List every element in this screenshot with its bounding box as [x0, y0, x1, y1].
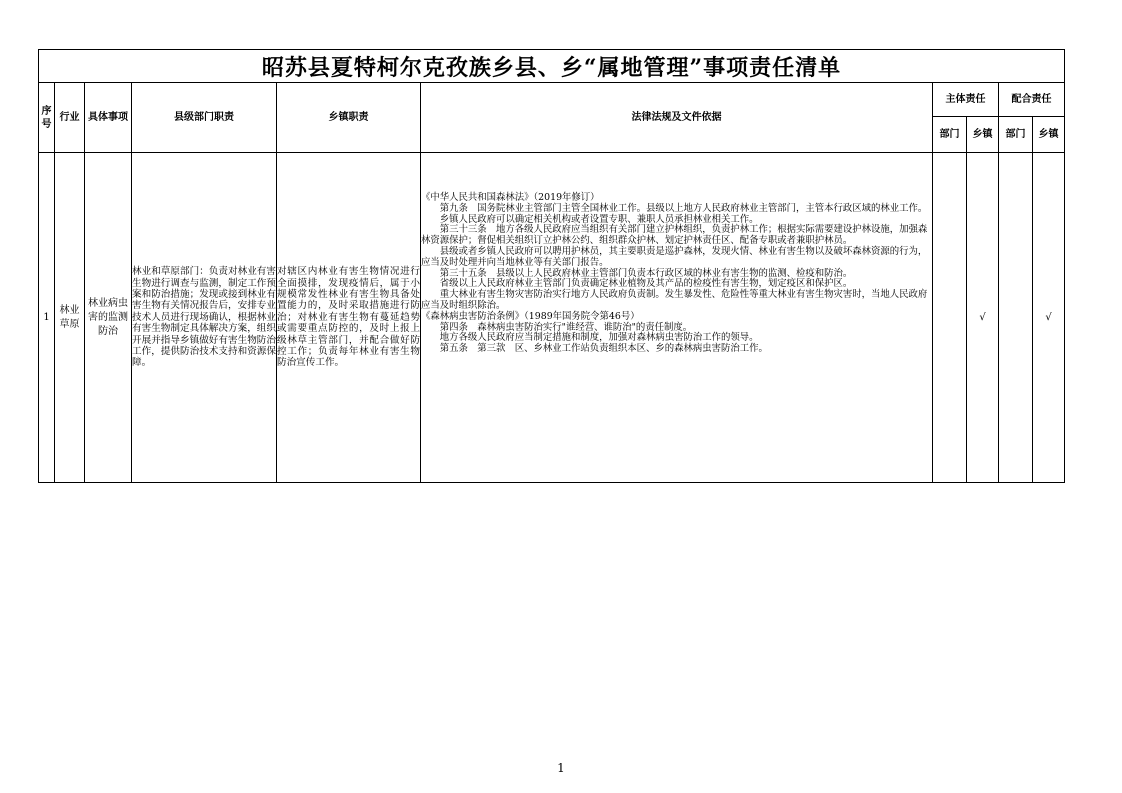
row-seq: 1	[39, 153, 55, 483]
legal-line: 乡镇人民政府可以确定相关机构或者设置专职、兼职人员承担林业相关工作。	[439, 213, 759, 225]
responsibility-table	[38, 49, 1065, 483]
main-dept-check	[933, 153, 967, 483]
main-town-check: √	[967, 153, 999, 483]
header-town-duty: 乡镇职责	[277, 83, 421, 153]
row-town-duty: 对辖区内林业有害生物情况进行全面摸排，发现疫情后，属于小规模常发性林业有害生物具备处置能力的，及时采取措施进行防治；对林业有害生物有蔓延趋势或需要重点防控的，及时上报上级林草主管部门，并配合做好防控工作；负责每年林业有害生物防治宣传工作。	[277, 153, 421, 483]
row-legal-basis	[421, 153, 933, 483]
header-main-responsibility: 主体责任	[933, 83, 999, 117]
legal-line: 第三十五条 县级以上人民政府林业主管部门负责本行政区域的林业有害生物的监测、检疫和防治。	[439, 267, 853, 279]
legal-line: 省级以上人民政府林业主管部门负责确定林业植物及其产品的检疫性有害生物，划定疫区和保护区。	[439, 278, 853, 290]
coop-town-check: √	[1033, 153, 1065, 483]
header-matter: 具体事项	[85, 83, 132, 153]
row-county-duty: 林业和草原部门：负责对林业有害生物进行调查与监测，制定工作预案和防治措施；发现或接到林业有害生物有关情况报告后，安排专业技术人员进行现场确认，根据林业有害生物制定具体解决方案，组织开展并指导乡镇做好有害生物防治工作，提供防治技术支持和资源保障。	[132, 153, 277, 483]
header-seq: 序号	[39, 83, 55, 153]
header-main-town: 乡镇	[967, 117, 999, 153]
table-title: 昭苏县夏特柯尔克孜族乡县、乡“属地管理”事项责任清单	[39, 50, 1065, 83]
row-industry: 林业草原	[55, 153, 85, 483]
header-industry: 行业	[55, 83, 85, 153]
header-county-duty: 县级部门职责	[132, 83, 277, 153]
legal-line: 第四条 森林病虫害防治实行"谁经营、谁防治"的责任制度。	[439, 321, 693, 333]
header-coop-town: 乡镇	[1033, 117, 1065, 153]
legal-line: 《中华人民共和国森林法》（2019年修订）	[421, 192, 600, 203]
legal-line: 第三十三条 地方各级人民政府应当组织有关部门建立护林组织，负责护林工作；根据实际需要建设护林设施，加强森林资源保护；督促相关组织订立护林公约、组织群众护林、划定护林责任区、配备专职或者兼职护林员。	[421, 224, 928, 247]
header-legal-basis: 法律法规及文件依据	[421, 83, 933, 153]
legal-line: 第九条 国务院林业主管部门主管全国林业工作。县级以上地方人民政府林业主管部门，主管本行政区域的林业工作。	[439, 202, 928, 214]
legal-line: 第五条 第三款 区、乡林业工作站负责组织本区、乡的森林病虫害防治工作。	[439, 343, 768, 355]
table-row	[39, 153, 1065, 483]
legal-line: 重大林业有害生物灾害防治实行地方人民政府负责制。发生暴发性、危险性等重大林业有害生物灾害时，当地人民政府应当及时组织除治。	[421, 289, 928, 311]
row-matter: 林业病虫害的监测防治	[85, 153, 132, 483]
header-coop-dept: 部门	[999, 117, 1033, 153]
coop-dept-check	[999, 153, 1033, 483]
legal-line: 县级或者乡镇人民政府可以聘用护林员，其主要职责是巡护森林，发现火情、林业有害生物以及破坏森林资源的行为，应当及时处理并向当地林业等有关部门报告。	[421, 245, 928, 268]
legal-line: 《森林病虫害防治条例》（1989年国务院令第46号）	[421, 310, 640, 322]
legal-line: 地方各级人民政府应当制定措施和制度，加强对森林病虫害防治工作的领导。	[439, 332, 759, 344]
page-number: 1	[557, 761, 565, 775]
header-main-dept: 部门	[933, 117, 967, 153]
header-coop-responsibility: 配合责任	[999, 83, 1065, 117]
